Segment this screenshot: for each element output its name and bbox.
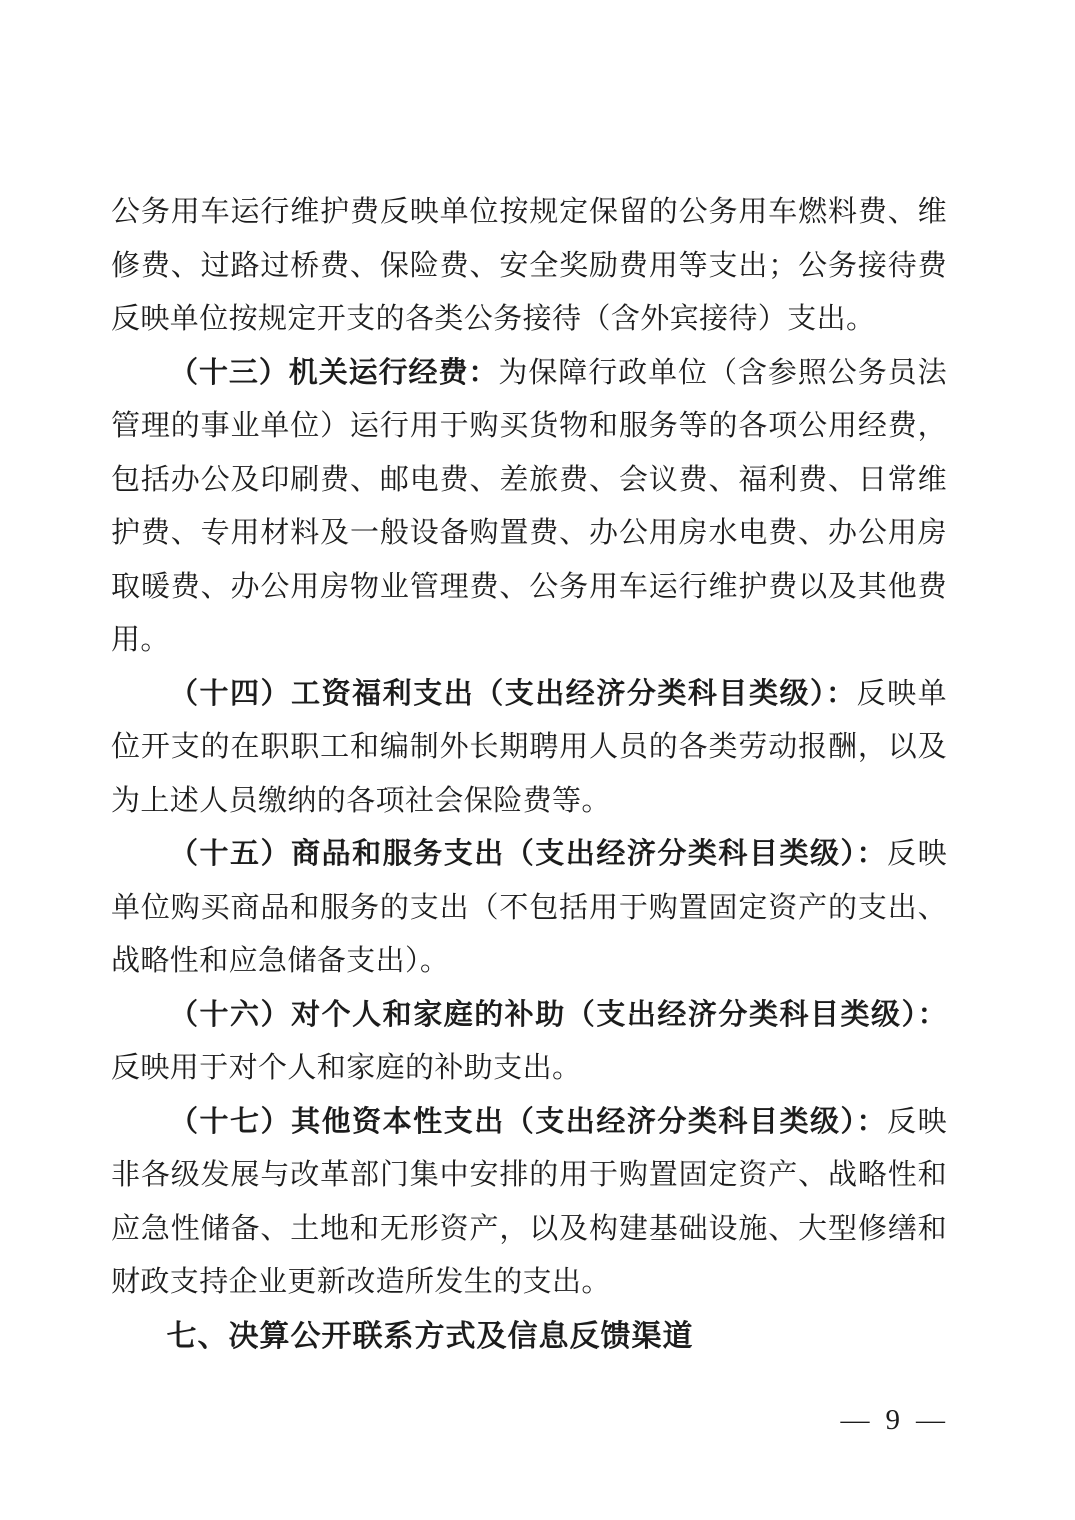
paragraph-text: 公务用车运行维护费反映单位按规定保留的公务用车燃料费、维修费、过路过桥费、保险费、安全奖励费用等支出；公务接待费反映单位按规定开支的各类公务接待（含外宾接待）支出。	[111, 196, 947, 335]
paragraph-text: 反映单位开支的在职职工和编制外长期聘用人员的各类劳动报酬，以及为上述人员缴纳的各项社会保险费等。	[111, 677, 948, 817]
paragraph-text: 反映用于对个人和家庭的补助支出。	[111, 1052, 582, 1084]
paragraph	[111, 828, 947, 989]
paragraph-lead: （十六）对个人和家庭的补助（支出经济分类科目类级）：	[169, 998, 947, 1031]
paragraph	[111, 1096, 947, 1310]
document-body	[111, 186, 947, 1363]
paragraph-lead: （十四）工资福利支出（支出经济分类科目类级）：	[169, 677, 857, 710]
paragraph-text: 反映单位购买商品和服务的支出（不包括用于购置固定资产的支出、战略性和应急储备支出）。	[111, 838, 947, 977]
paragraph	[111, 347, 947, 668]
paragraph-text: 为保障行政单位（含参照公务员法管理的事业单位）运行用于购买货物和服务等的各项公用经费，包括办公及印刷费、邮电费、差旅费、会议费、福利费、日常维护费、专用材料及一般设备购置费、办公用房水电费、办公用房取暖费、办公用房物业管理费、公务用车运行维护费以及其他费用。	[111, 356, 947, 656]
section-heading: 七、决算公开联系方式及信息反馈渠道	[166, 1319, 694, 1353]
paragraph	[111, 989, 947, 1096]
paragraph-text: 反映非各级发展与改革部门集中安排的用于购置固定资产、战略性和应急性储备、土地和无形资产，以及构建基础设施、大型修缮和财政支持企业更新改造所发生的支出。	[111, 1105, 947, 1298]
paragraph-lead: （十七）其他资本性支出（支出经济分类科目类级）：	[169, 1105, 888, 1138]
paragraph	[111, 668, 947, 829]
page-number: 9	[885, 1404, 900, 1436]
footer-dash-left: —	[840, 1404, 870, 1436]
paragraph-lead: （十三）机关运行经费：	[169, 356, 499, 389]
footer-dash-right: —	[916, 1404, 945, 1436]
paragraph	[111, 186, 947, 347]
paragraph-lead: （十五）商品和服务支出（支出经济分类科目类级）：	[169, 838, 888, 870]
page-footer	[841, 1404, 946, 1437]
paragraph-list	[111, 186, 947, 1310]
